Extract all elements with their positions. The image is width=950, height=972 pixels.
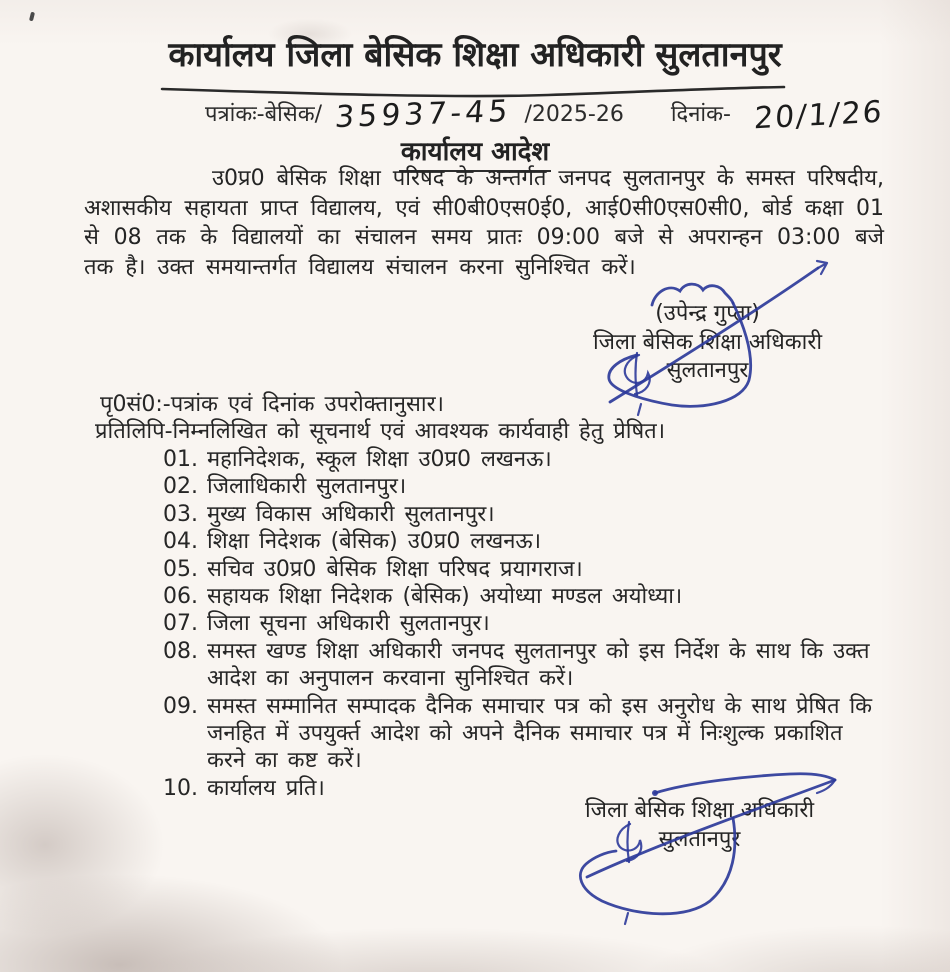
letterhead [0,32,950,78]
handwritten-signature-bottom [530,758,930,933]
date-label: दिनांक- [670,102,731,127]
recipient-number: 01. [163,447,198,472]
recipient-number: 07. [163,611,198,637]
handwritten-signature-top [555,252,905,422]
signatory-place: सुलतानपुर [658,826,741,852]
signatory-place: सुलतानपुर [666,358,749,383]
recipient-row [163,473,885,500]
order-heading: कार्यालय आदेश [399,132,551,172]
recipient-text: कार्यालय प्रति। [207,775,325,801]
recipient-number: 09. [163,693,198,719]
recipients-list [163,446,885,802]
recipient-number: 02. [163,474,198,500]
recipient-text: शिक्षा निदेशक (बेसिक) उ0प्र0 लखनऊ। [207,529,542,555]
recipient-text: सचिव उ0प्र0 बेसिक शिक्षा परिषद प्रयागराज। [207,556,583,582]
recipient-number: 05. [163,556,198,582]
office-title: कार्यालय जिला बेसिक शिक्षा अधिकारी सुलतानपुर [168,35,782,75]
recipient-number: 08. [163,638,198,664]
signatory-name: (उपेन्द्र गुप्ता) [655,301,760,326]
recipient-number: 10. [163,775,198,801]
recipient-text: महानिदेशक, स्कूल शिक्षा उ0प्र0 लखनऊ। [207,447,552,472]
signatory-designation: जिला बेसिक शिक्षा अधिकारी [592,329,823,355]
recipient-number: 03. [163,501,198,527]
recipient-row [163,446,885,473]
recipient-number: 06. [163,584,198,610]
signatory-designation: जिला बेसिक शिक्षा अधिकारी [584,798,815,823]
ref-label: पत्रांकः-बेसिक/ [205,102,323,127]
recipient-row [163,556,885,583]
copy-note: प्रतिलिपि-निम्नलिखित को सूचनार्थ एवं आवश्यक कार्यवाही हेतु प्रेषित। [95,419,666,444]
recipient-text: समस्त खण्ड शिक्षा अधिकारी जनपद सुलतानपुर को इस निर्देश के साथ कि उक्त आदेश का अनुपालन करवाना सुनिश्चित करें। [207,638,870,692]
recipient-row [163,583,885,610]
reference-line [205,93,930,137]
recipient-text: सहायक शिक्षा निदेशक (बेसिक) अयोध्या मण्डल अयोध्या। [207,584,683,610]
date-handwritten: 20/1/26 [753,94,885,137]
recipient-text: जिला सूचना अधिकारी सुलतानपुर। [207,611,490,637]
recipient-row [163,610,885,637]
recipient-text: जिलाधिकारी सुलतानपुर। [207,474,407,500]
scan-speck [29,12,35,22]
recipient-row [163,501,885,528]
recipient-row [163,638,885,693]
recipient-text: समस्त सम्मानित सम्पादक दैनिक समाचार पत्र को इस अनुरोध के साथ प्रेषित कि जनहित में उपयुर्क्त आदेश को अपने दैनिक समाचार पत्र में निःशुल्क प्रकाशित करने का कष्ट करें। [207,693,873,774]
recipient-row [163,528,885,555]
ref-number-handwritten: 35937-45 [333,93,513,136]
recipient-number: 04. [163,529,198,555]
endorsement-ref-note: पृ0सं0:-पत्रांक एवं दिनांक उपरोक्तानुसार। [100,392,444,417]
recipient-text: मुख्य विकास अधिकारी सुलतानपुर। [207,501,495,527]
order-body-paragraph: उ0प्र0 बेसिक शिक्षा परिषद के अन्तर्गत जनपद सुलतानपुर के समस्त परिषदीय, अशासकीय सहायता प्राप्त विद्यालय, एवं सी0बी0एस0ई0, आई0सी0एस0सी0, बोर्ड कक्षा 01 से 08 तक के विद्यालयों का संचालन समय प्रातः 09:00 बजे से अपरान्हन 03:00 बजे तक है। उक्त समयान्तर्गत विद्यालय संचालन करना सुनिश्चित करें। [84,166,884,280]
ref-suffix: /2025-26 [524,102,624,127]
